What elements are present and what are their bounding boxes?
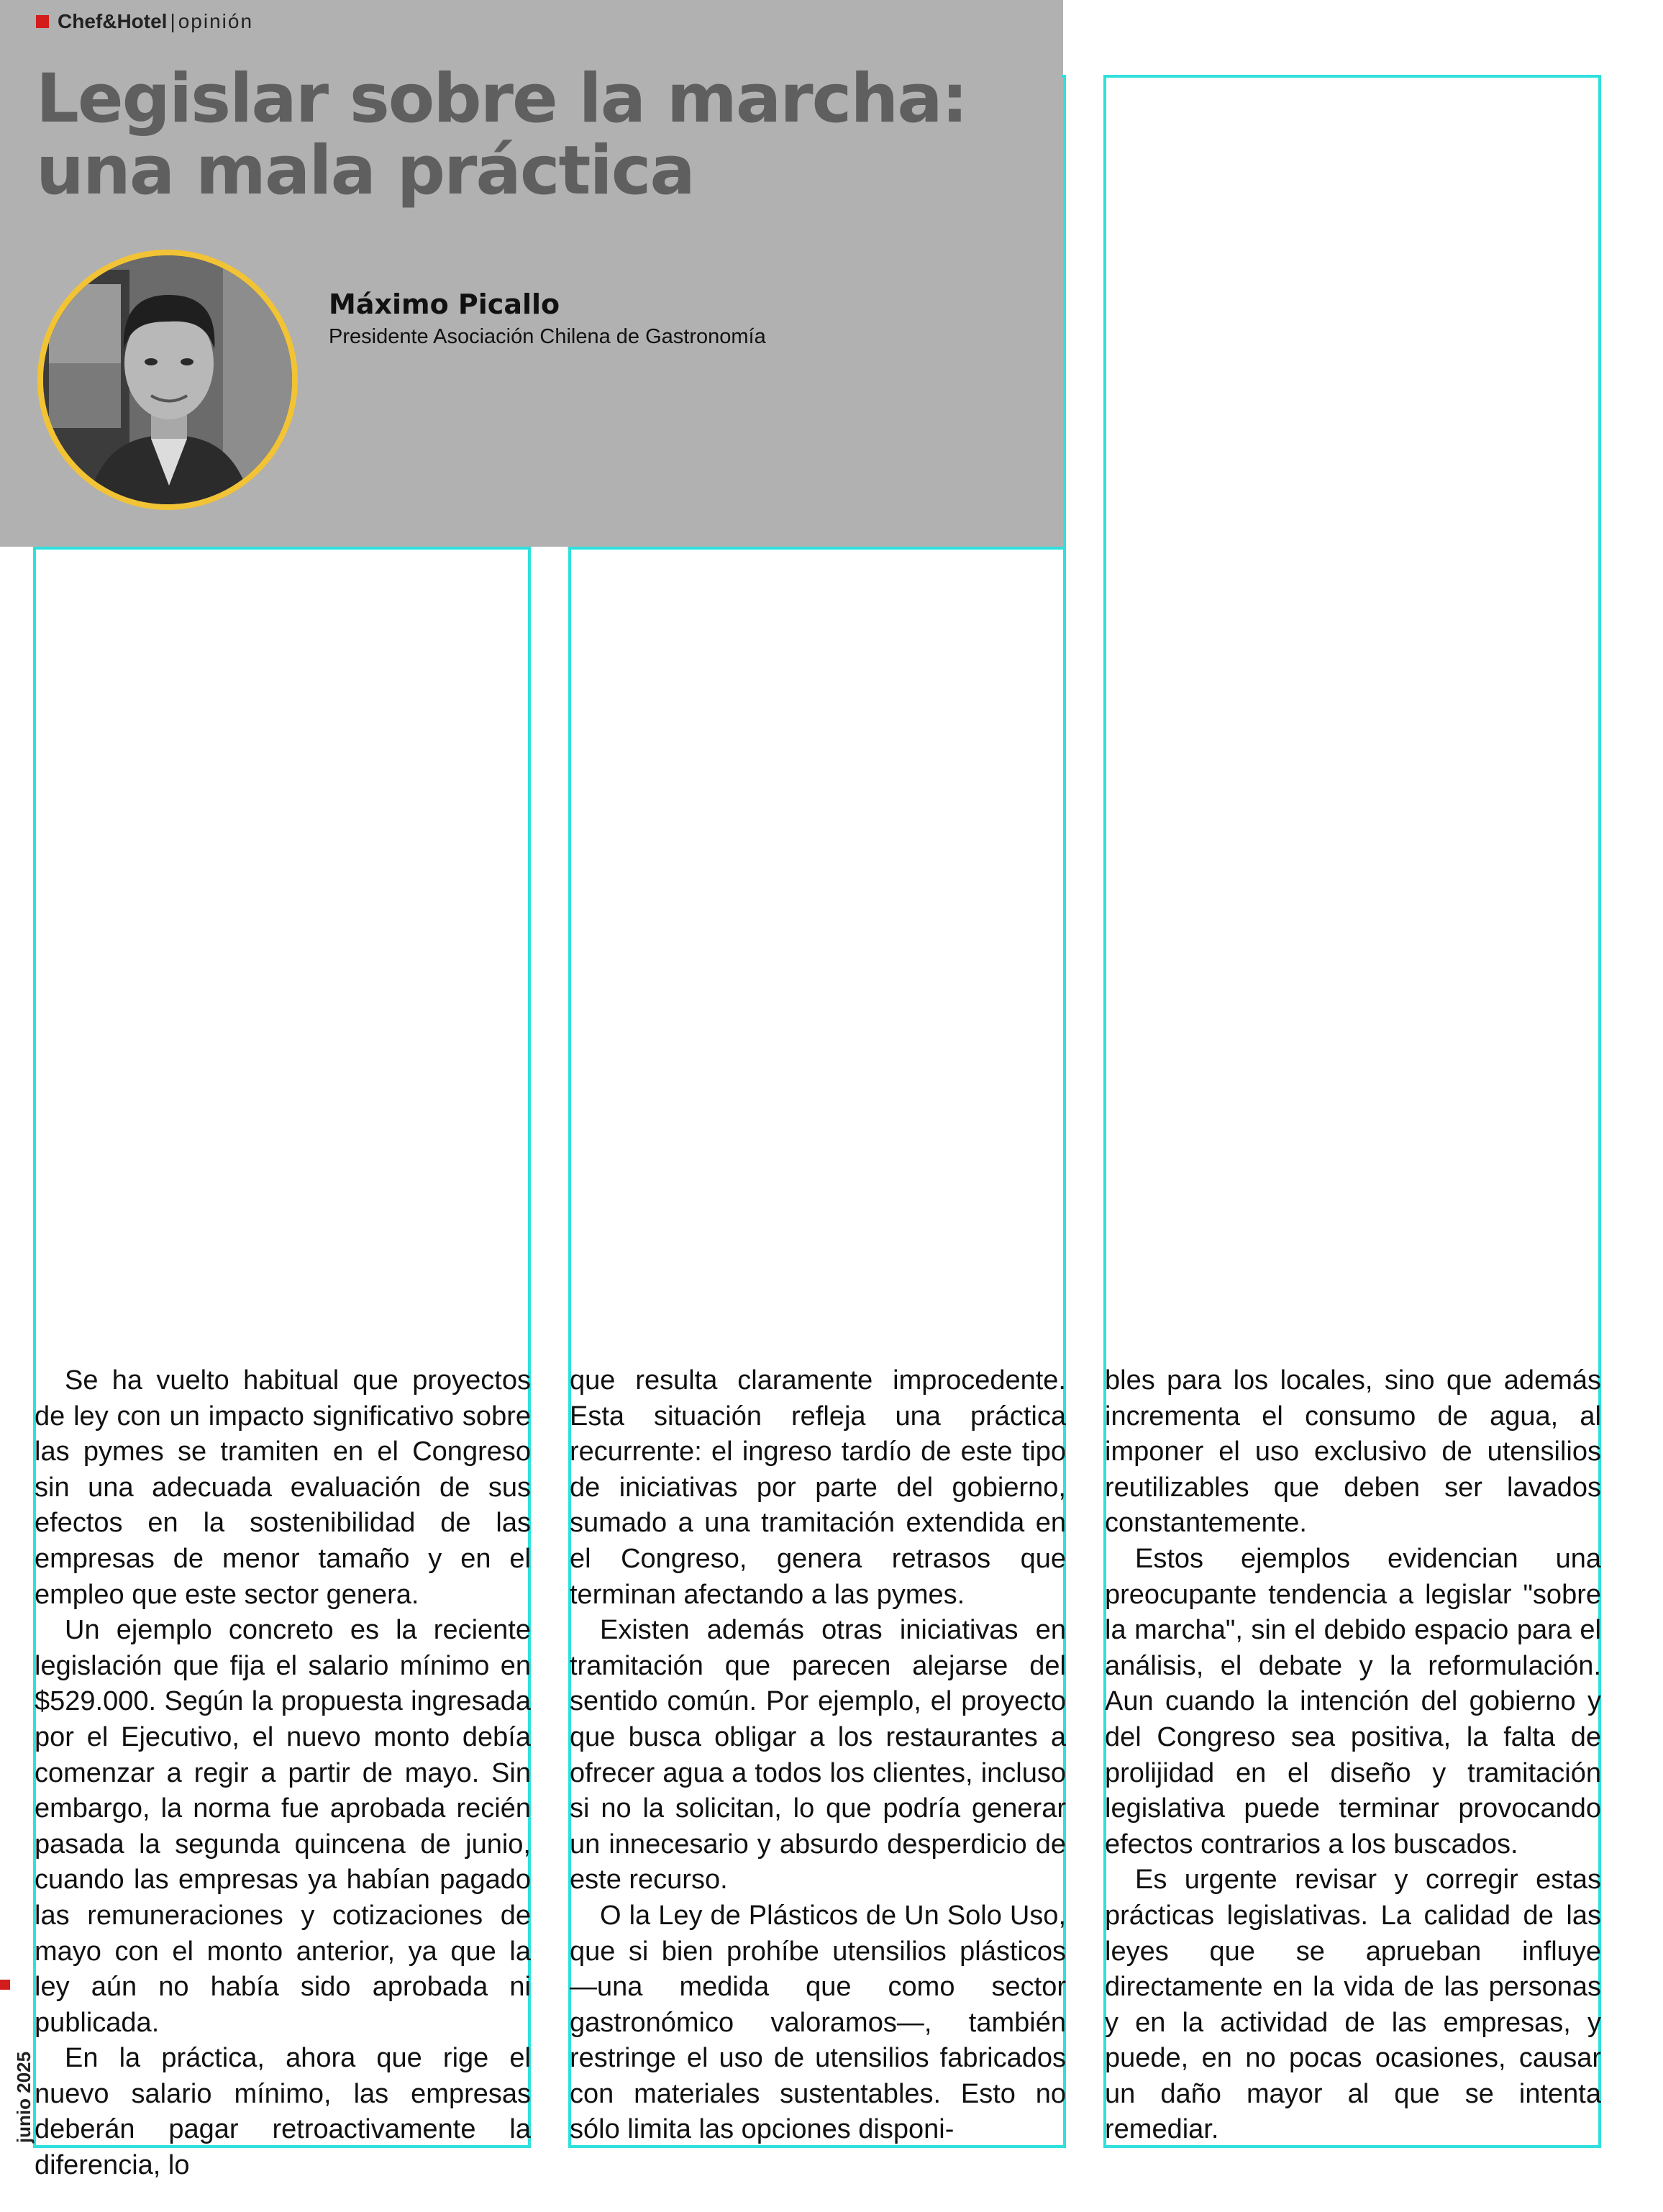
column-guide-2-upper (1062, 75, 1066, 550)
author-photo (37, 250, 298, 510)
header-band (0, 0, 1063, 547)
paragraph: Un ejemplo concreto es la reciente legislación que fija el salario mínimo en $529.000. Según la propuesta ingresada por el Ejecutivo, el nuevo monto debía comenzar a regir a partir de mayo. Sin embargo, la norma fue aprobada recién pasada la segunda quincena de junio, cuando las empresas ya habían pagado las remuneraciones y cotizaciones de mayo con el monto anterior, ya que la ley aún no había sido aprobada ni publicada. (35, 1615, 531, 2038)
page-marker-icon (0, 1980, 10, 1990)
red-square-icon (36, 15, 49, 28)
author-role: Presidente Asociación Chilena de Gastronomía (329, 325, 766, 348)
paragraph: Estos ejemplos evidencian una preocupante tendencia a legislar "sobre la marcha", sin el debido espacio para el análisis, el debate y la reformulación. Aun cuando la intención del gobierno y del Congreso sea positiva, la falta de prolijidad en el diseño y tramitación legislativa puede terminar provocando efectos contrarios a los buscados. (1105, 1543, 1601, 1860)
author-name: Máximo Picallo (329, 288, 560, 320)
paragraph: bles para los locales, sino que además incrementa el consumo de agua, al imponer el uso exclusivo de utensilios reutilizables que deben ser lavados constantemente. (1105, 1365, 1601, 1539)
article-title (36, 60, 1043, 210)
paragraph: En la práctica, ahora que rige el nuevo salario mínimo, las empresas deberán pagar retroactivamente la diferencia, lo (35, 2043, 531, 2181)
author-block (329, 286, 766, 351)
issue-date: junio 2025 (13, 2051, 35, 2144)
kicker-separator: | (170, 10, 176, 32)
paragraph: Existen además otras iniciativas en tramitación que parecen alejarse del sentido común. Por ejemplo, el proyecto que busca obligar a los restaurantes a ofrecer agua a todos los clientes, incluso si no la solicitan, lo que podría generar un innecesario y absurdo desperdicio de este recurso. (570, 1615, 1066, 1895)
section-label: opinión (178, 10, 254, 32)
brand-label: Chef&Hotel (58, 10, 168, 32)
paragraph: Se ha vuelto habitual que proyectos de ley con un impacto significativo sobre las pymes se tramiten en el Congreso sin una adecuada evaluación de sus efectos en la sostenibilidad de las empresas de menor tamaño y en el empleo que este sector genera. (35, 1365, 531, 1610)
kicker (36, 7, 253, 36)
paragraph: O la Ley de Plásticos de Un Solo Uso, que si bien prohíbe utensilios plásticos —una medida que como sector gastronómico valoramos—, también restringe el uso de utensilios fabricados con materiales sustentables. Esto no sólo limita las opciones disponi- (570, 1900, 1066, 2145)
paragraph: Es urgente revisar y corregir estas prácticas legislativas. La calidad de las leyes que se aprueban influye directamente en la vida de las personas y en la actividad de las empresas, y puede, en no pocas ocasiones, causar un daño mayor al que se intenta remediar. (1105, 1865, 1601, 2145)
text-column-3 (1105, 1363, 1601, 2148)
author-portrait-icon (43, 255, 292, 504)
text-column-1 (35, 1363, 531, 2184)
text-column-2 (570, 1363, 1066, 2148)
paragraph: que resulta claramente improcedente. Esta situación refleja una práctica recurrente: el ingreso tardío de este tipo de iniciativas por parte del gobierno, sumado a una tramitación extendida en el Congreso, genera retrasos que terminan afectando a las pymes. (570, 1365, 1066, 1610)
title-line-1: Legislar sobre la marcha: (36, 60, 967, 138)
title-line-2: una mala práctica (36, 132, 694, 210)
